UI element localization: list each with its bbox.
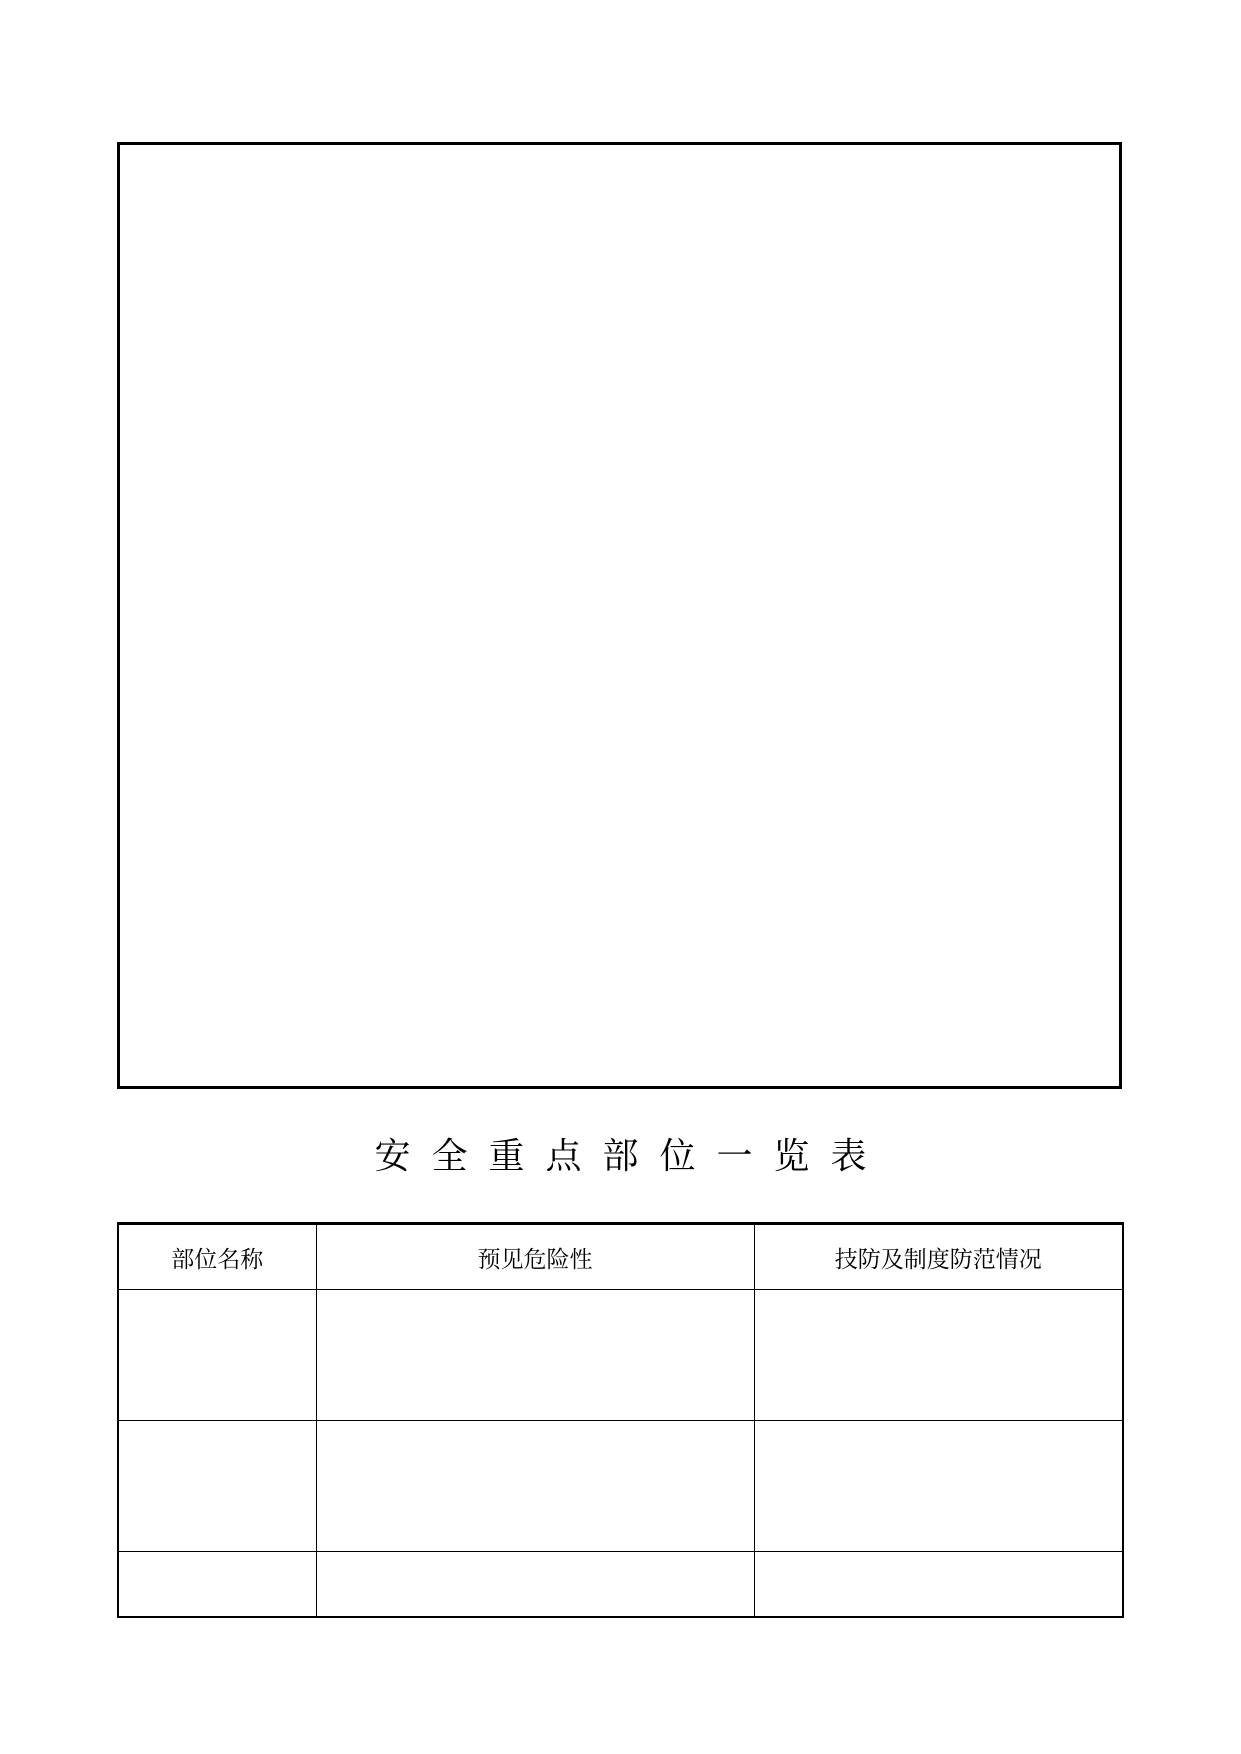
table-row (118, 1290, 1123, 1421)
key-locations-table (117, 1222, 1124, 1618)
table-row (118, 1421, 1123, 1552)
table-cell (316, 1290, 754, 1421)
photo-frame (117, 142, 1122, 1089)
header-foreseeable-risk: 预见危险性 (316, 1224, 754, 1290)
table-cell (754, 1421, 1123, 1552)
table-cell (118, 1552, 316, 1618)
table-cell (118, 1421, 316, 1552)
table-cell (316, 1421, 754, 1552)
table-cell (316, 1552, 754, 1618)
table-title: 安全重点部位一览表 (374, 1136, 888, 1177)
table-cell (754, 1290, 1123, 1421)
table-header-row (118, 1224, 1123, 1290)
header-location-name: 部位名称 (118, 1224, 316, 1290)
table-cell (118, 1290, 316, 1421)
header-prevention-measures: 技防及制度防范情况 (754, 1224, 1123, 1290)
table-row (118, 1552, 1123, 1618)
table-cell (754, 1552, 1123, 1618)
